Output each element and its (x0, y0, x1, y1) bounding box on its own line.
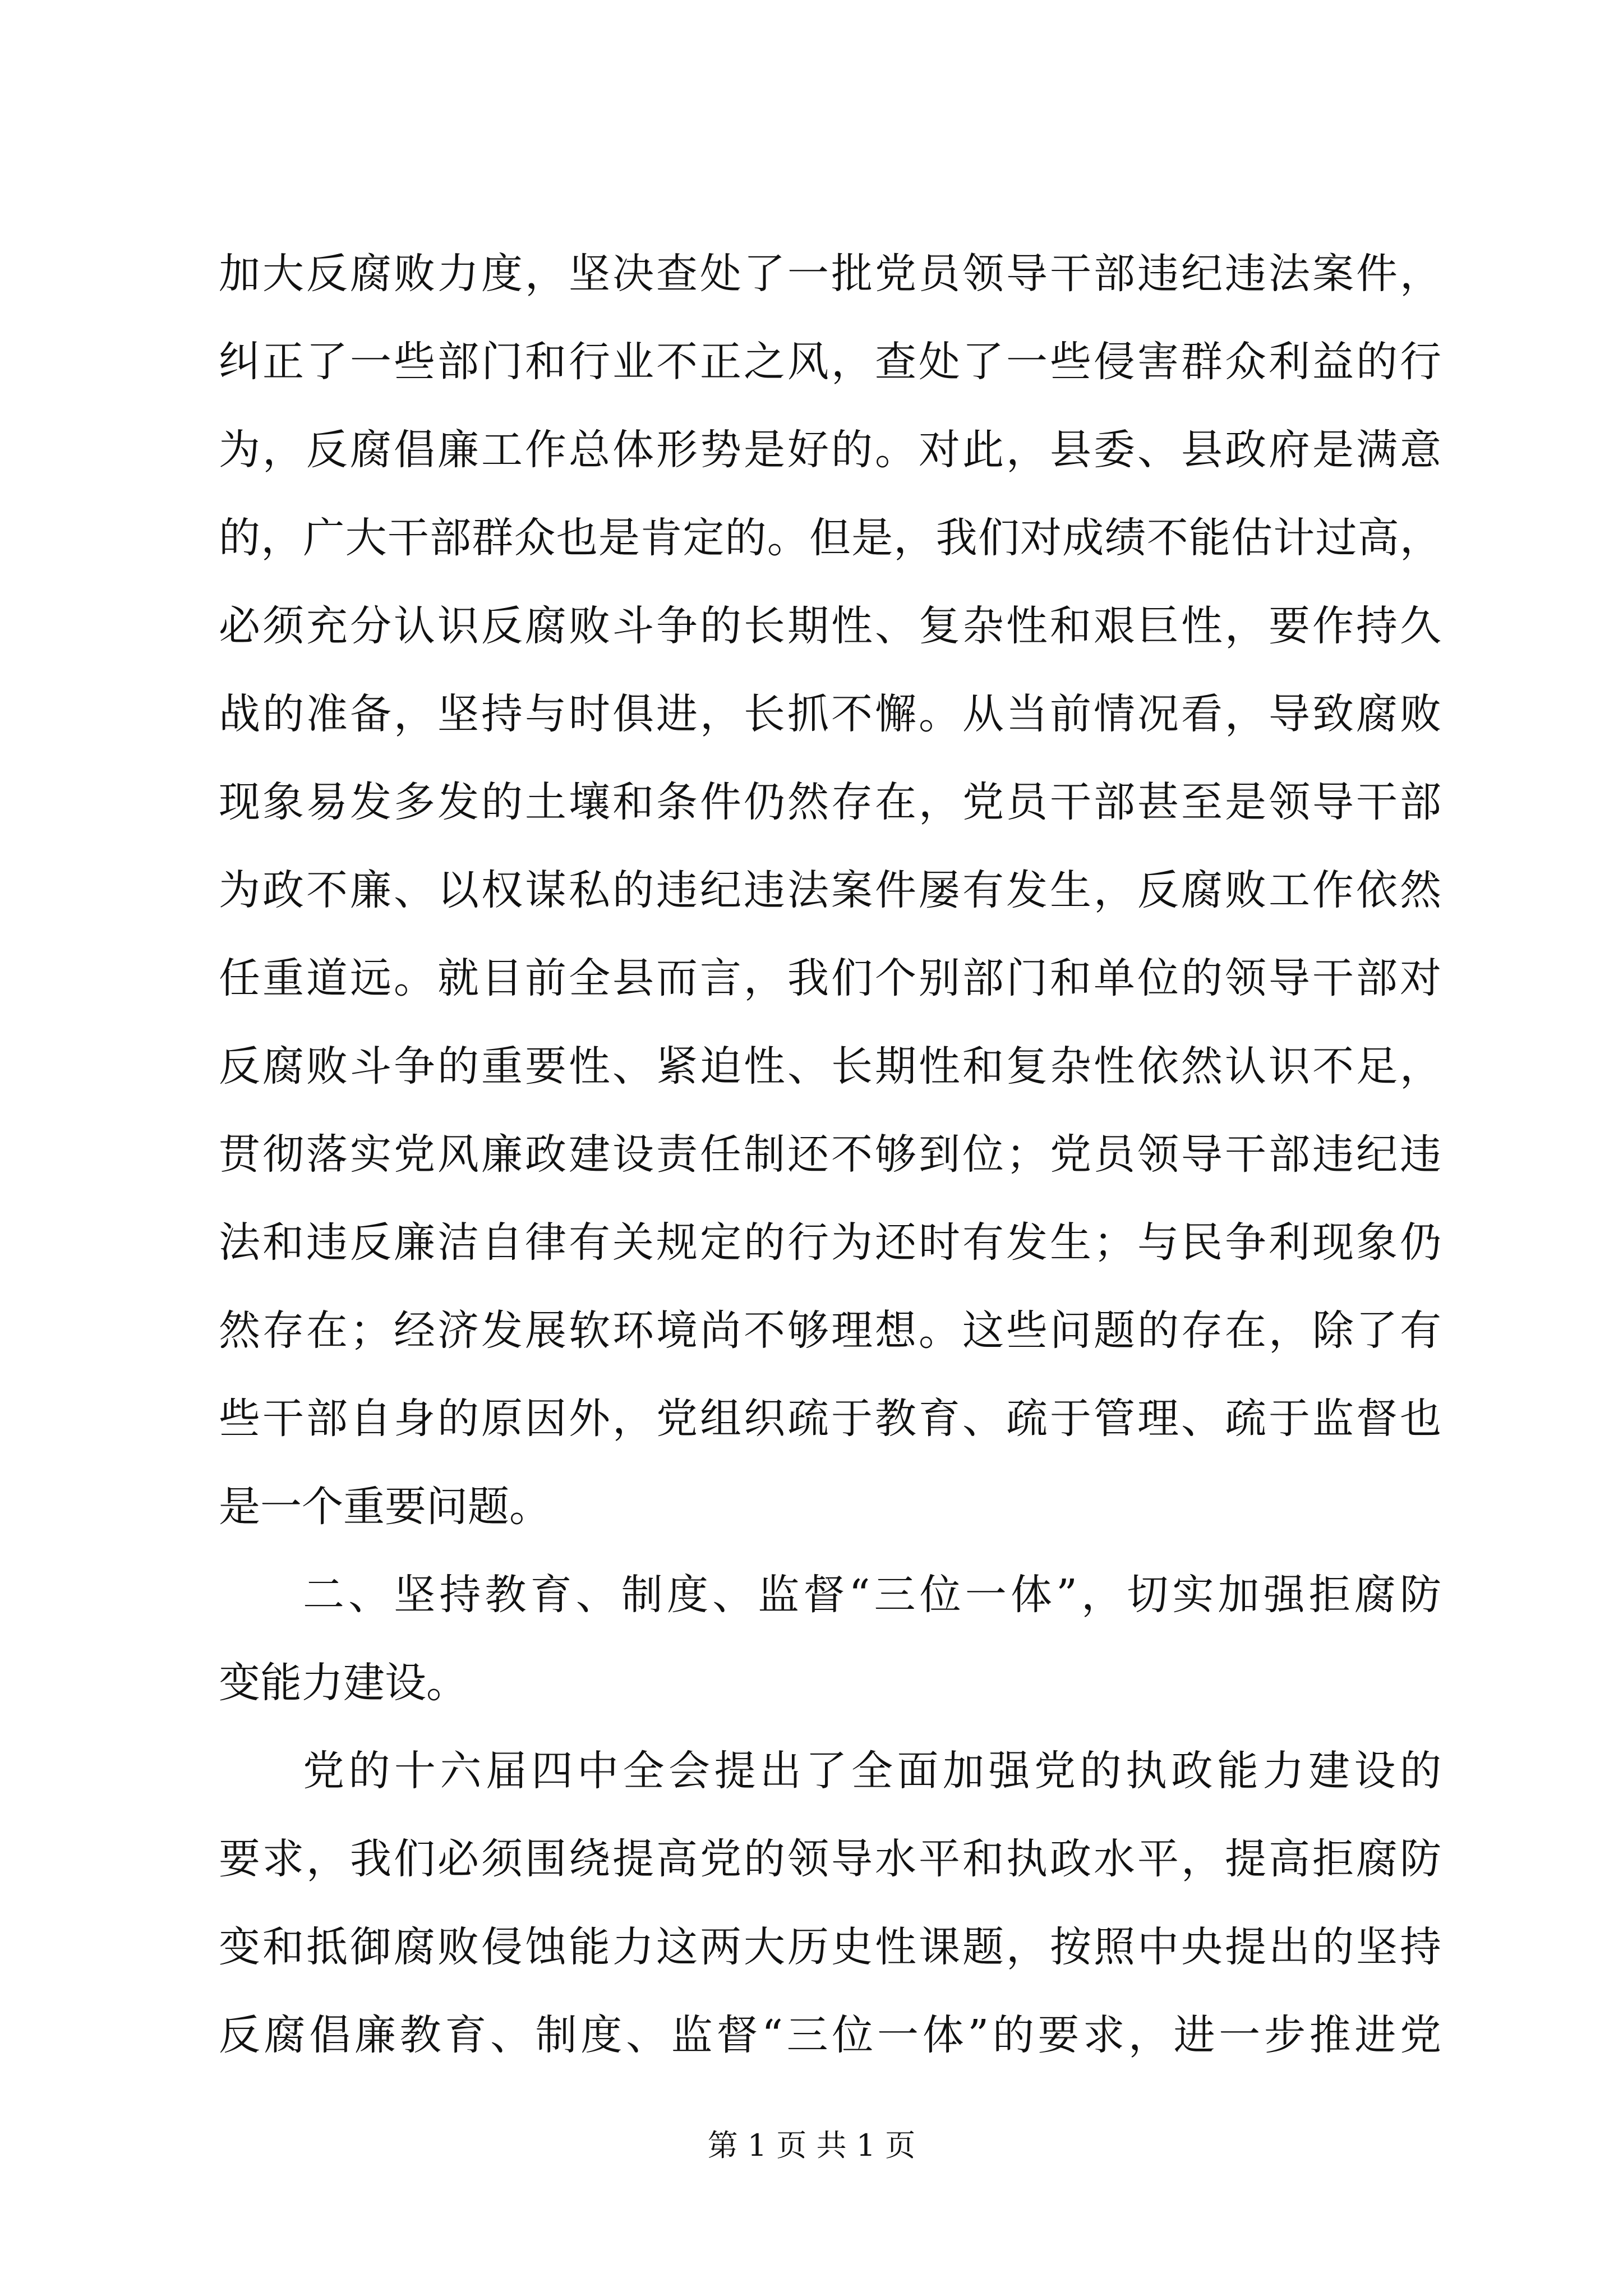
text-line: 然存在；经济发展软环境尚不够理想。这些问题的存在，除了有 (219, 1306, 1441, 1355)
section-heading-continued: 变能力建设。 (219, 1659, 468, 1707)
text-line: 要求，我们必须围绕提高党的领导水平和执政水平，提高拒腐防 (219, 1835, 1441, 1883)
text-line: 反腐败斗争的重要性、紧迫性、长期性和复杂性依然认识不足， (219, 1042, 1441, 1091)
text-line: 些干部自身的原因外，党组织疏于教育、疏于管理、疏于监督也 (219, 1395, 1441, 1443)
text-line: 纠正了一些部门和行业不正之风，查处了一些侵害群众利益的行 (219, 338, 1441, 386)
text-line: 任重道远。就目前全县而言，我们个别部门和单位的领导干部对 (219, 954, 1441, 1002)
text-line: 为，反腐倡廉工作总体形势是好的。对此，县委、县政府是满意 (219, 426, 1441, 474)
text-line: 是一个重要问题。 (219, 1483, 551, 1531)
text-line: 加大反腐败力度，坚决查处了一批党员领导干部违纪违法案件， (219, 250, 1441, 298)
text-line: 战的准备，坚持与时俱进，长抓不懈。从当前情况看，导致腐败 (219, 690, 1441, 738)
page-footer: 第 1 页 共 1 页 (707, 2128, 916, 2163)
text-line: 为政不廉、以权谋私的违纪违法案件屡有发生，反腐败工作依然 (219, 866, 1441, 914)
text-line: 必须充分认识反腐败斗争的长期性、复杂性和艰巨性，要作持久 (219, 602, 1441, 650)
text-line: 的，广大干部群众也是肯定的。但是，我们对成绩不能估计过高， (219, 514, 1441, 562)
body-text (219, 230, 1441, 2079)
text-line: 现象易发多发的土壤和条件仍然存在，党员干部甚至是领导干部 (219, 778, 1441, 826)
text-line: 法和违反廉洁自律有关规定的行为还时有发生；与民争利现象仍 (219, 1218, 1441, 1267)
text-line: 反腐倡廉教育、制度、监督“三位一体”的要求，进一步推进党 (219, 2011, 1441, 2059)
text-line: 变和抵御腐败侵蚀能力这两大历史性课题，按照中央提出的坚持 (219, 1923, 1441, 1971)
text-line: 贯彻落实党风廉政建设责任制还不够到位；党员领导干部违纪违 (219, 1130, 1441, 1179)
section-heading: 二、坚持教育、制度、监督“三位一体”，切实加强拒腐防 (303, 1571, 1441, 1619)
paragraph-first-line: 党的十六届四中全会提出了全面加强党的执政能力建设的 (303, 1747, 1441, 1795)
